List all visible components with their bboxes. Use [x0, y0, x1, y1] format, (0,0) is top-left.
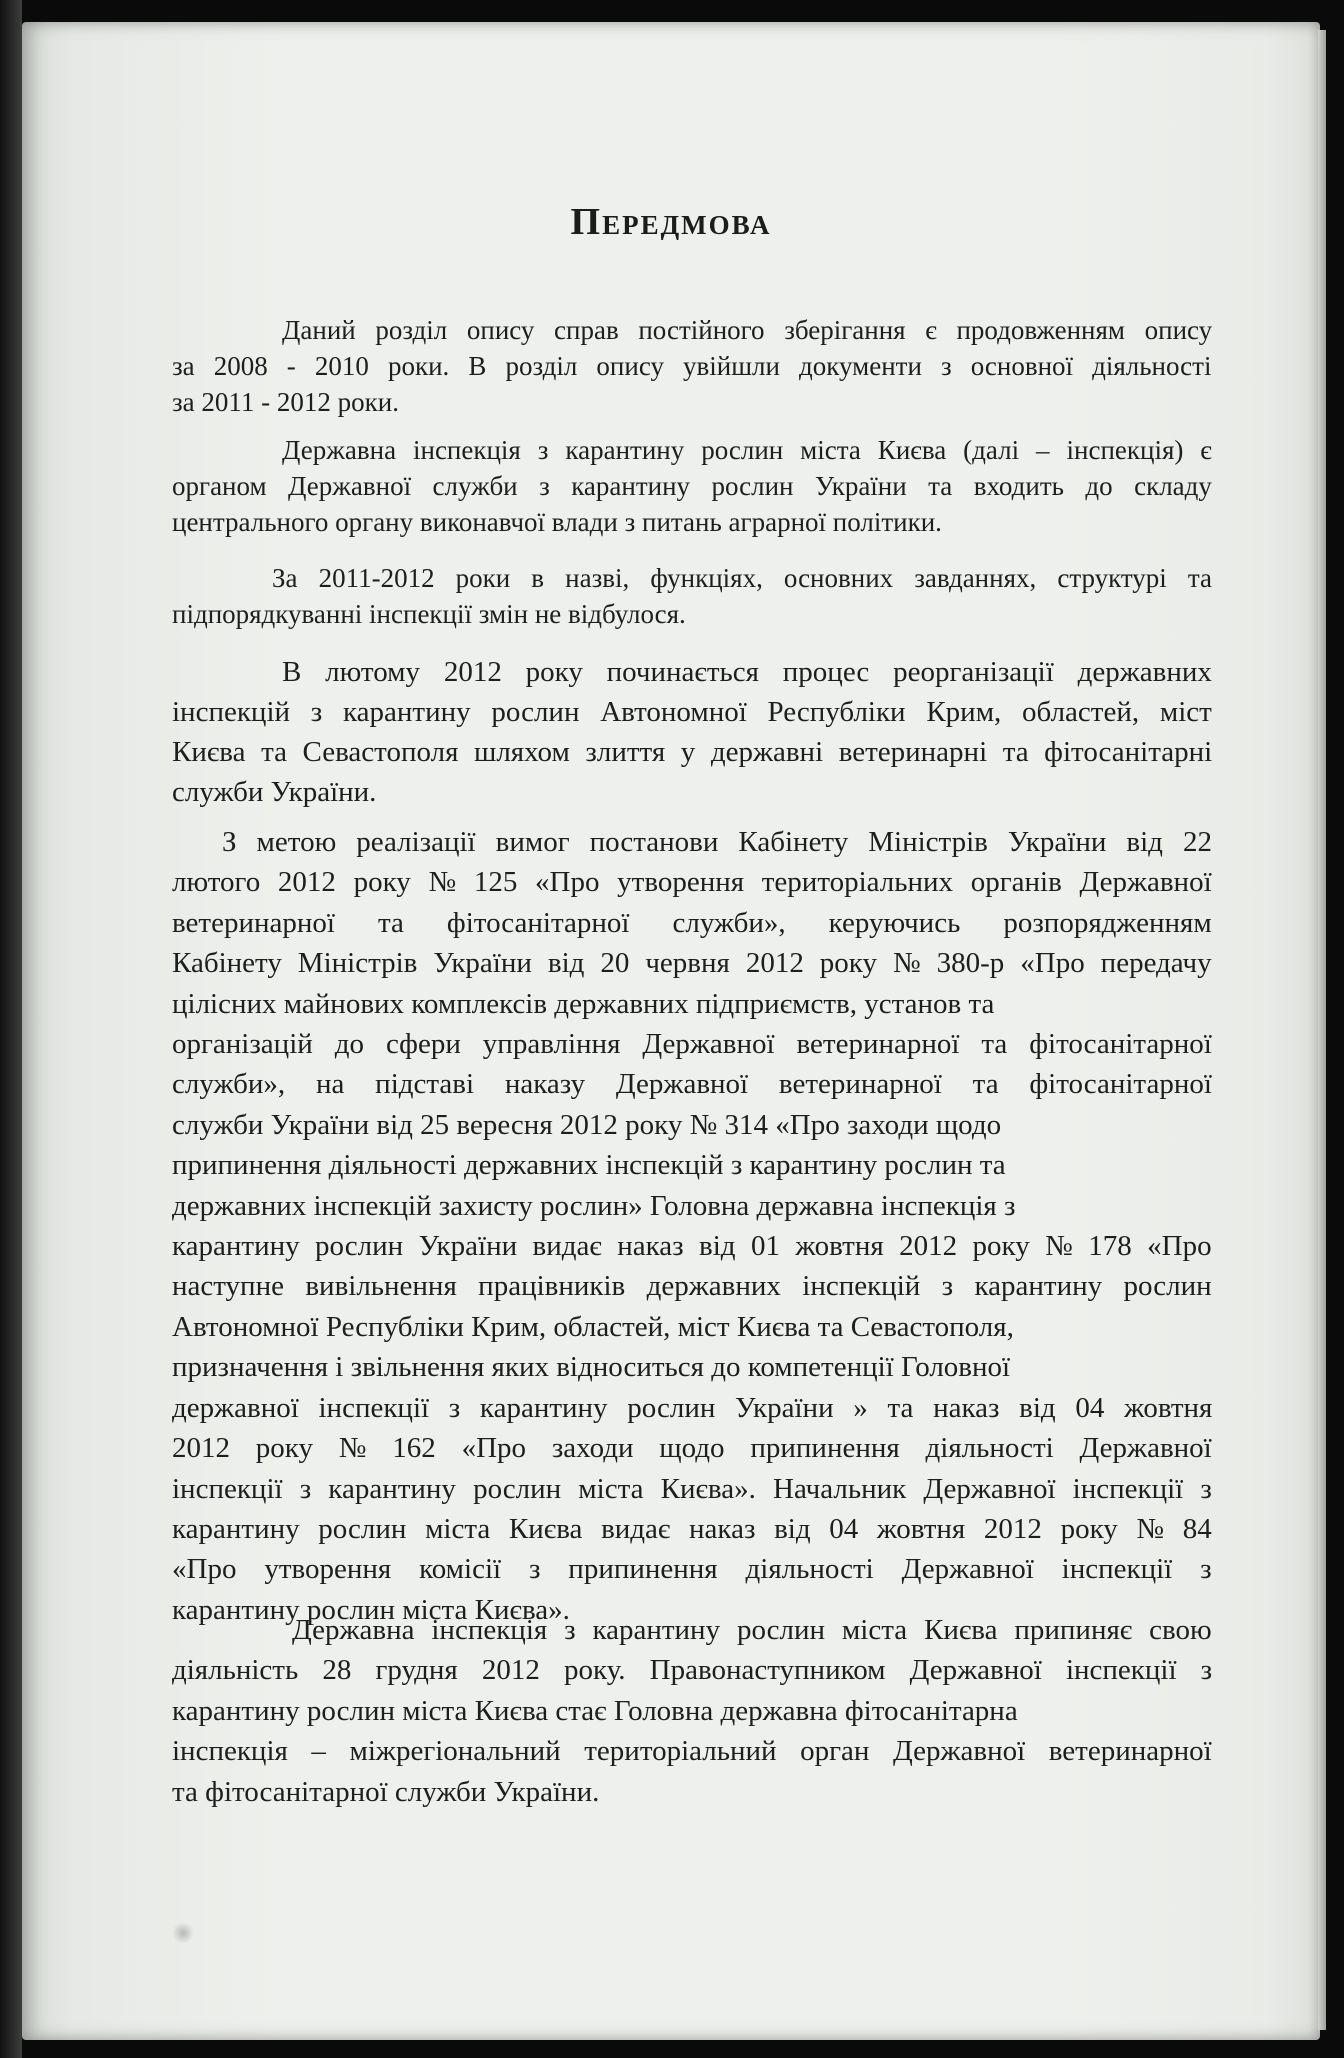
text-line: Автономної Республіки Крим, областей, міст Києва та Севастополя,: [172, 1310, 1014, 1343]
text-line: державних інспекцій захисту рослин» Головна державна інспекція з: [172, 1189, 1016, 1222]
paragraph-6: [172, 1610, 1212, 1812]
text-line: центрального органу виконавчої влади з питань аграрної політики.: [172, 507, 942, 537]
page-edge: [1318, 30, 1326, 2030]
paragraph-5: [172, 822, 1212, 1630]
text-line: та фітосанітарної служби України.: [172, 1775, 600, 1808]
paragraph-1: [172, 312, 1212, 420]
paragraph-2: [172, 432, 1212, 540]
document-page: [22, 22, 1320, 2040]
text-line: З метою реалізації вимог постанови Кабінету Міністрів України від 22: [222, 826, 1212, 858]
text-line: інспекція – міжрегіональний територіальний орган Державної ветеринарної: [172, 1735, 1212, 1768]
text-line: служби України від 25 вересня 2012 року № 314 «Про заходи щодо: [172, 1108, 1002, 1141]
text-line: призначення і звільнення яких відноситься до компетенції Головної: [172, 1351, 1011, 1384]
text-line: служби України.: [172, 776, 377, 808]
text-line: цілісних майнових комплексів державних підприємств, установ та: [172, 987, 995, 1020]
text-line: діяльність 28 грудня 2012 року. Правонаступником Державної інспекції з: [172, 1654, 1213, 1687]
text-line: карантину рослин міста Києва».: [172, 1593, 570, 1626]
text-line: карантину рослин міста Києва стає Головна державна фітосанітарна: [172, 1694, 1018, 1727]
text-line: органом Державної служби з карантину рослин України та входить до складу: [172, 471, 1212, 501]
ink-smudge: [172, 1922, 194, 1944]
text-line: Кабінету Міністрів України від 20 червня 2012 року № 380-р «Про передачу: [172, 947, 1212, 980]
text-line: В лютому 2012 року починається процес реорганізації державних: [282, 656, 1212, 688]
text-line: підпорядкуванні інспекції змін не відбулося.: [172, 599, 686, 629]
text-line: служби», на підставі наказу Державної ветеринарної та фітосанітарної: [172, 1068, 1212, 1101]
text-line: організацій до сфери управління Державної ветеринарної та фітосанітарної: [172, 1028, 1212, 1061]
text-line: інспекції з карантину рослин міста Києва». Начальник Державної інспекції з: [172, 1472, 1212, 1505]
paragraph-4: [172, 652, 1212, 812]
text-line: припинення діяльності державних інспекцій з карантину рослин та: [172, 1149, 1006, 1182]
text-line: 2012 року № 162 «Про заходи щодо припинення діяльності Державної: [172, 1432, 1212, 1465]
text-line: за 2008 - 2010 роки. В розділ опису увійшли документи з основної діяльності: [172, 351, 1212, 381]
text-line: інспекцій з карантину рослин Автономної Республіки Крим, областей, міст: [172, 696, 1212, 728]
book-binding: [0, 0, 22, 2058]
text-line: лютого 2012 року № 125 «Про утворення територіальних органів Державної: [172, 866, 1212, 899]
text-line: Києва та Севастополя шляхом злиття у державні ветеринарні та фітосанітарні: [172, 736, 1213, 768]
page-title: Передмова: [570, 201, 772, 243]
paragraph-3: [172, 560, 1212, 632]
text-line: державної інспекції з карантину рослин України » та наказ від 04 жовтня: [172, 1391, 1213, 1424]
text-line: Державна інспекція з карантину рослин міста Києва (далі – інспекція) є: [282, 435, 1212, 465]
text-line: ветеринарної та фітосанітарної служби», керуючись розпорядженням: [172, 906, 1212, 939]
text-line: «Про утворення комісії з припинення діяльності Державної інспекції з: [172, 1553, 1212, 1586]
text-line: карантину рослин України видає наказ від 01 жовтня 2012 року № 178 «Про: [172, 1230, 1212, 1263]
text-line: Даний розділ опису справ постійного зберігання є продовженням опису: [282, 315, 1213, 345]
text-line: наступне вивільнення працівників державних інспекцій з карантину рослин: [172, 1270, 1212, 1303]
text-line: за 2011 - 2012 роки.: [172, 387, 399, 417]
text-line: карантину рослин міста Києва видає наказ від 04 жовтня 2012 року № 84: [172, 1512, 1212, 1545]
text-line: За 2011-2012 роки в назві, функціях, основних завданнях, структурі та: [272, 563, 1212, 593]
text-line: Державна інспекція з карантину рослин міста Києва припиняє свою: [292, 1614, 1212, 1646]
